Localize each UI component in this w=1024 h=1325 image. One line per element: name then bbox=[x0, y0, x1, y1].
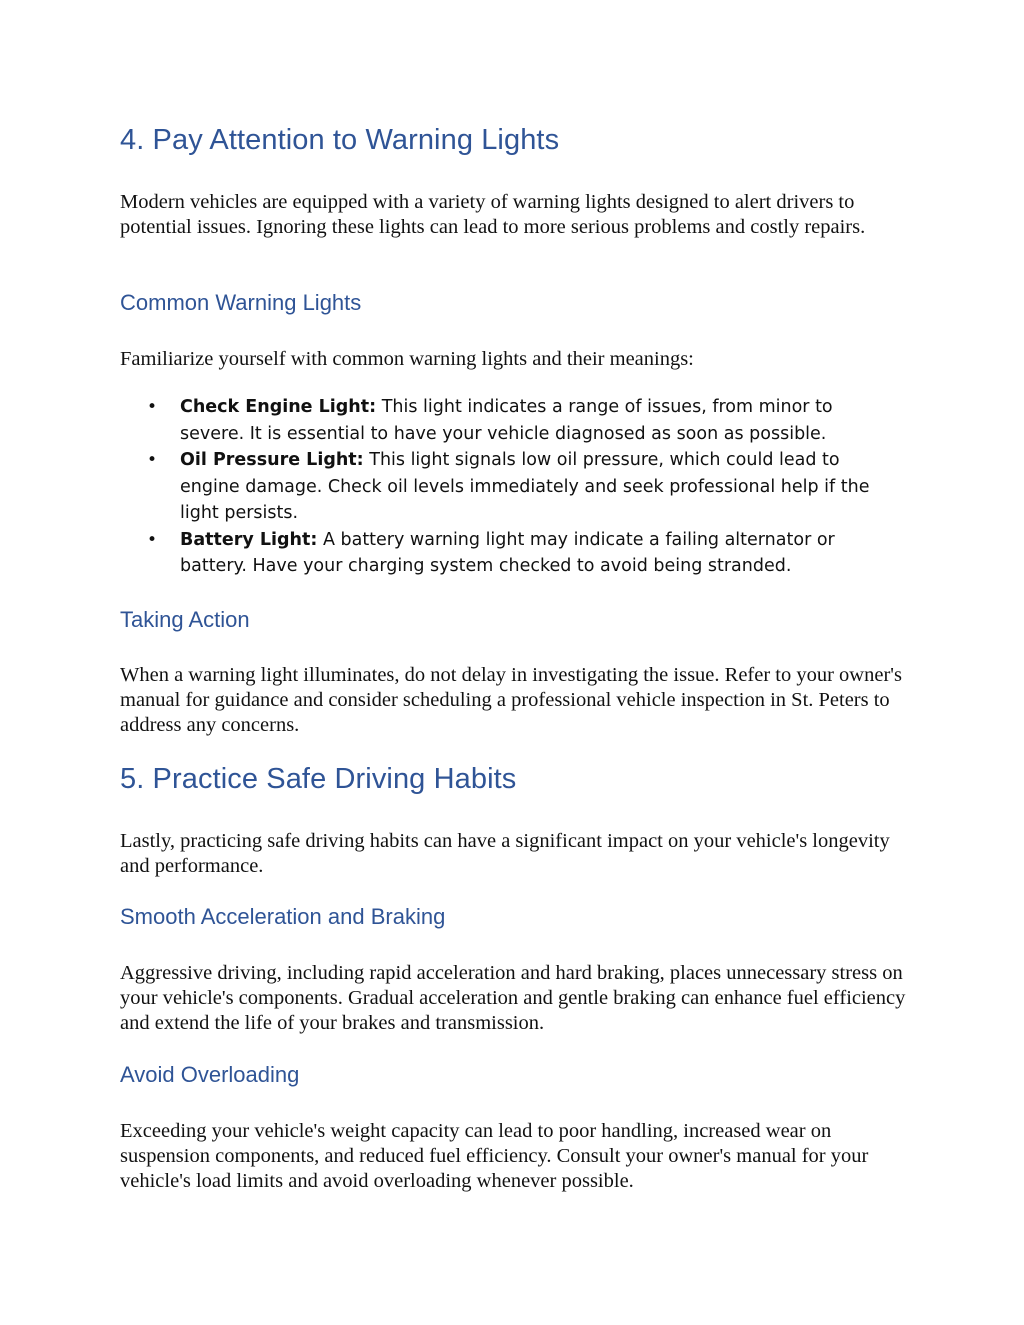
avoid-overloading-text: Exceeding your vehicle's weight capacity can lead to poor handling, increased wear on suspension components, and reduced fuel efficiency. Consult your owner's manual for your vehicle's load limits and avoid overloading whenever possible. bbox=[120, 1120, 869, 1192]
warning-lights-list bbox=[120, 394, 910, 580]
list-item-term: Check Engine Light: bbox=[180, 397, 377, 417]
list-item-term: Battery Light: bbox=[180, 529, 318, 550]
common-warning-lights-heading: Common Warning Lights bbox=[120, 290, 362, 315]
bullet-icon: • bbox=[147, 529, 158, 550]
bullet-icon: • bbox=[147, 450, 158, 470]
smooth-acceleration-text: Aggressive driving, including rapid acceleration and hard braking, places unnecessary stress on your vehicle's components. Gradual acceleration and gentle braking can enhance fuel efficiency and extend the life of your brakes and transmission. bbox=[120, 962, 906, 1034]
list-item-battery bbox=[120, 527, 900, 580]
section-5-intro: Lastly, practicing safe driving habits can have a significant impact on your vehicle's longevity and performance. bbox=[120, 830, 890, 877]
list-item-text: This light signals low oil pressure, which could lead to engine damage. Check oil levels immediately and seek professional help if the light persists. bbox=[180, 450, 870, 523]
common-warning-lights-intro: Familiarize yourself with common warning lights and their meanings: bbox=[120, 348, 694, 370]
bullet-icon: • bbox=[147, 397, 158, 417]
list-item-text: A battery warning light may indicate a failing alternator or battery. Have your charging system checked to avoid being stranded. bbox=[180, 529, 835, 576]
taking-action-heading: Taking Action bbox=[120, 607, 250, 632]
section-4-intro: Modern vehicles are equipped with a variety of warning lights designed to alert drivers to potential issues. Ignoring these lights can lead to more serious problems and costly repairs. bbox=[120, 191, 866, 238]
list-item-text: This light indicates a range of issues, from minor to severe. It is essential to have your vehicle diagnosed as soon as possible. bbox=[180, 397, 833, 444]
section-5-heading: 5. Practice Safe Driving Habits bbox=[120, 763, 517, 795]
list-item-term: Oil Pressure Light: bbox=[180, 450, 364, 470]
section-4-heading: 4. Pay Attention to Warning Lights bbox=[120, 124, 560, 156]
taking-action-text: When a warning light illuminates, do not delay in investigating the issue. Refer to your owner's manual for guidance and consider scheduling a professional vehicle inspection in St. Peters to address any concerns. bbox=[120, 664, 902, 736]
list-item-oil-pressure bbox=[120, 447, 900, 527]
list-item-check-engine bbox=[120, 394, 900, 447]
smooth-acceleration-heading: Smooth Acceleration and Braking bbox=[120, 904, 446, 929]
avoid-overloading-heading: Avoid Overloading bbox=[120, 1062, 300, 1087]
